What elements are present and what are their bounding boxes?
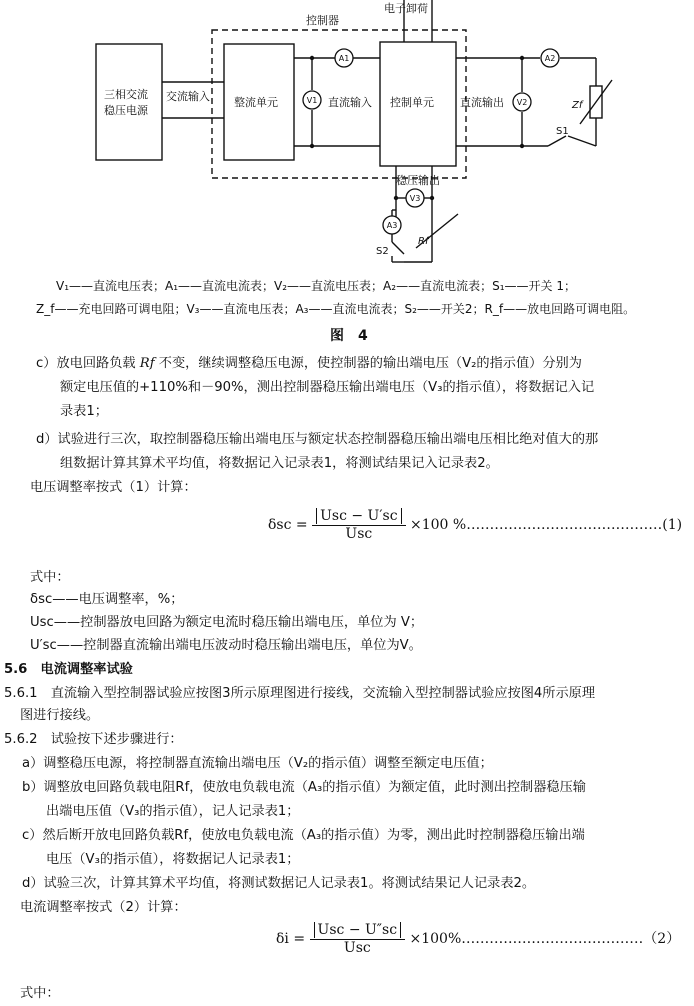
meter-a1-label: A1 — [338, 54, 350, 63]
resistor-rf-label: Rf — [418, 236, 429, 247]
step-d: d）试验三次，计算其算术平均值，将测试数据记人记录表1。将测试结果记人记录表2。 — [22, 876, 536, 891]
circuit-diagram — [0, 0, 694, 270]
controller-label: 控制器 — [306, 14, 339, 27]
meter-v2-label: V2 — [516, 98, 528, 107]
step-a: a）调整稳压电源，将控制器直流输出端电压（V₂的指示值）调整至额定电压值； — [22, 756, 493, 771]
def-usc: Usc——控制器放电回路为额定电流时稳压输出端电压，单位为 V； — [30, 615, 424, 630]
figure-caption: 图 4 — [330, 328, 368, 344]
regulated-output-label: 稳压输出 — [396, 174, 440, 187]
legend-line-2: Z_f——充电回路可调电阻；V₃——直流电压表；A₃——直流电流表；S₂——开关2；R_f——放电回路可调电阻。 — [36, 302, 636, 316]
para-c-line1: c）放电回路负载 Rf 不变，继续调整稳压电源，使控制器的输出端电压（V₂的指示值）分别为 — [36, 356, 582, 371]
formula-2: δi = $\frac{\text{Usc − U″sc}}{\text{Usc}}$ ×100%…………………………………（2） — [276, 922, 681, 956]
switch-s1-label: S1 — [556, 126, 569, 137]
para-c-line2: 额定电压值的+110%和－90%，测出控制器稳压输出端电压（V₃的指示值），将数据记入记 — [60, 380, 595, 395]
ac-input-label: 交流输入 — [166, 90, 210, 103]
section-5-6-1-line1: 5.6.1 直流输入型控制器试验应按图3所示原理图进行接线，交流输入型控制器试验应按图4所示原理 — [4, 686, 596, 701]
def-delta-sc: δsc——电压调整率，%； — [30, 592, 184, 607]
para-c-line3: 录表1； — [60, 404, 108, 419]
meter-v1-label: V1 — [306, 96, 318, 105]
def-usc-prime: U′sc——控制器直流输出端电压波动时稳压输出端电压，单位为V。 — [30, 638, 422, 653]
meter-a3-label: A3 — [386, 221, 398, 230]
electronic-load-label: 电子卸荷 — [384, 2, 428, 15]
switch-s2-label: S2 — [376, 246, 389, 257]
source-label-2: 稳压电源 — [104, 104, 148, 117]
section-5-6-1-line2: 图进行接线。 — [20, 708, 100, 723]
meter-a2-label: A2 — [544, 54, 556, 63]
para-d-line1: d）试验进行三次，取控制器稳压输出端电压与额定状态控制器稳压输出端电压相比绝对值大的那 — [36, 432, 599, 447]
step-c-line2: 电压（V₃的指示值），将数据记人记录表1； — [46, 852, 300, 867]
para-d-line2: 组数据计算其算术平均值，将数据记入记录表1，将测试结果记入记录表2。 — [60, 456, 499, 471]
formula1-intro: 电压调整率按式（1）计算： — [30, 480, 197, 495]
rectifier-label: 整流单元 — [234, 96, 278, 109]
formula2-intro: 电流调整率按式（2）计算： — [20, 900, 187, 915]
dc-input-label: 直流输入 — [328, 96, 372, 109]
where-2: 式中： — [20, 986, 60, 1001]
step-b-line2: 出端电压值（V₃的指示值），记人记录表1； — [46, 804, 300, 819]
dc-output-label: 直流输出 — [460, 96, 504, 109]
legend-line-1: V₁——直流电压表；A₁——直流电流表；V₂——直流电压表；A₂——直流电流表；S₁——开关 1； — [56, 279, 576, 293]
resistor-zf-label: Zf — [572, 100, 583, 111]
step-b-line1: b）调整放电回路负载电阻Rf，使放电负载电流（A₃的指示值）为额定值，此时测出控制器稳压输 — [22, 780, 586, 795]
meter-v3-label: V3 — [409, 194, 421, 203]
source-label-1: 三相交流 — [104, 88, 148, 101]
section-5-6-heading: 5.6 电流调整率试验 — [4, 662, 133, 677]
section-5-6-2: 5.6.2 试验按下述步骤进行： — [4, 732, 183, 747]
formula-1: δsc = $\frac{\text{Usc − U′sc}}{\text{Usc}}$ ×100 %……………………………………(1) — [268, 508, 683, 542]
where-1: 式中： — [30, 570, 70, 585]
step-c-line1: c）然后断开放电回路负载Rf，使放电负载电流（A₃的指示值）为零，测出此时控制器稳压输出端 — [22, 828, 585, 843]
control-unit-label: 控制单元 — [390, 96, 434, 109]
